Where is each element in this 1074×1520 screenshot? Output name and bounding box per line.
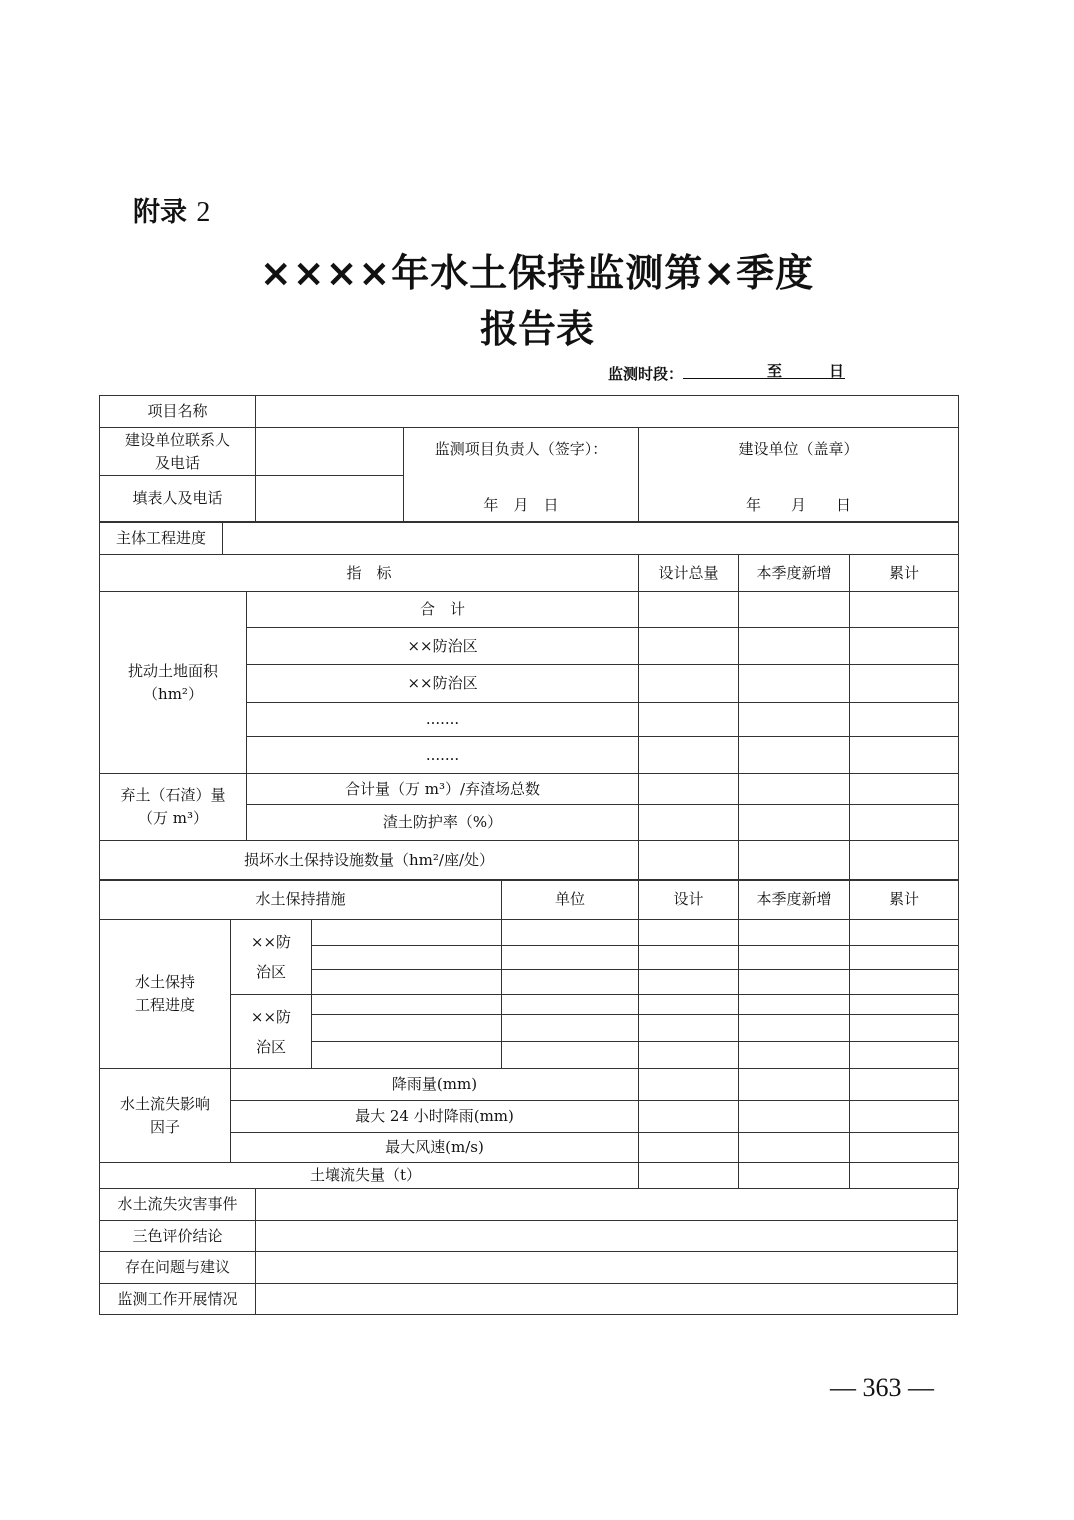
max-wind-row: 最大风速(m/s) [231, 1133, 639, 1163]
project-progress-label: 水土保持工程进度 [100, 920, 231, 1069]
spoil-protect-row: 渣土防护率（%） [247, 805, 639, 841]
factors-table [99, 1068, 959, 1189]
total-row: 合 计 [247, 592, 639, 628]
col-design: 设计 [639, 880, 739, 920]
disaster-events-label: 水土流失灾害事件 [100, 1189, 256, 1221]
soil-loss-row: 土壤流失量（t） [100, 1163, 639, 1189]
title-line2: 报告表 [479, 307, 594, 351]
indicator-table [99, 554, 959, 881]
zone-row: ××防治区 [247, 665, 639, 703]
erosion-factors-label: 水土流失影响因子 [100, 1069, 231, 1163]
summary-table [99, 1188, 958, 1315]
info-table [99, 395, 959, 522]
project-name-value[interactable] [256, 396, 959, 428]
max-rain-row: 最大 24 小时降雨(mm) [231, 1101, 639, 1133]
zone-row: ××防治区 [247, 628, 639, 665]
title-line1: ××××年水土保持监测第×季度 [259, 251, 815, 295]
ellipsis-row: ....... [247, 737, 639, 774]
spoil-total-row: 合计量（万 m³）/弃渣场总数 [247, 774, 639, 805]
builder-contact-value[interactable] [256, 428, 404, 476]
col-design-total: 设计总量 [639, 555, 739, 592]
filler-contact-label: 填表人及电话 [100, 476, 256, 522]
indicator-header: 指 标 [100, 555, 639, 592]
disturb-area-label: 扰动土地面积（hm²） [100, 592, 247, 774]
zone-label: ××防治区 [231, 995, 312, 1069]
col-cumulative: 累计 [850, 555, 959, 592]
main-progress-value[interactable] [223, 523, 959, 555]
main-progress-label: 主体工程进度 [100, 523, 223, 555]
monitoring-period: 监测时段： 至 日 [608, 362, 845, 383]
ellipsis-row: ....... [247, 703, 639, 737]
col-unit: 单位 [502, 880, 639, 920]
zone-label: ××防治区 [231, 920, 312, 995]
measures-header: 水土保持措施 [100, 880, 502, 920]
damaged-facilities-row: 损坏水土保持设施数量（hm²/座/处） [100, 841, 639, 881]
measures-table [99, 879, 959, 1069]
appendix-label: 附录 2 [133, 197, 211, 228]
builder-contact-label: 建设单位联系人及电话 [100, 428, 256, 476]
progress-table [99, 522, 959, 555]
col-quarter-new: 本季度新增 [739, 555, 850, 592]
filler-contact-value[interactable] [256, 476, 404, 522]
builder-seal-cell[interactable]: 建设单位（盖章） 年 月 日 [639, 428, 959, 522]
tricolor-label: 三色评价结论 [100, 1221, 256, 1252]
spoil-label: 弃土（石渣）量（万 m³） [100, 774, 247, 841]
rainfall-row: 降雨量(mm) [231, 1069, 639, 1101]
project-name-label: 项目名称 [100, 396, 256, 428]
problems-label: 存在问题与建议 [100, 1252, 256, 1284]
work-status-label: 监测工作开展情况 [100, 1284, 256, 1315]
col-cumulative: 累计 [850, 880, 959, 920]
monitor-leader-cell[interactable]: 监测项目负责人（签字）： 年 月 日 [404, 428, 639, 522]
col-quarter-new: 本季度新增 [739, 880, 850, 920]
page-number: — 363 — [830, 1373, 934, 1402]
